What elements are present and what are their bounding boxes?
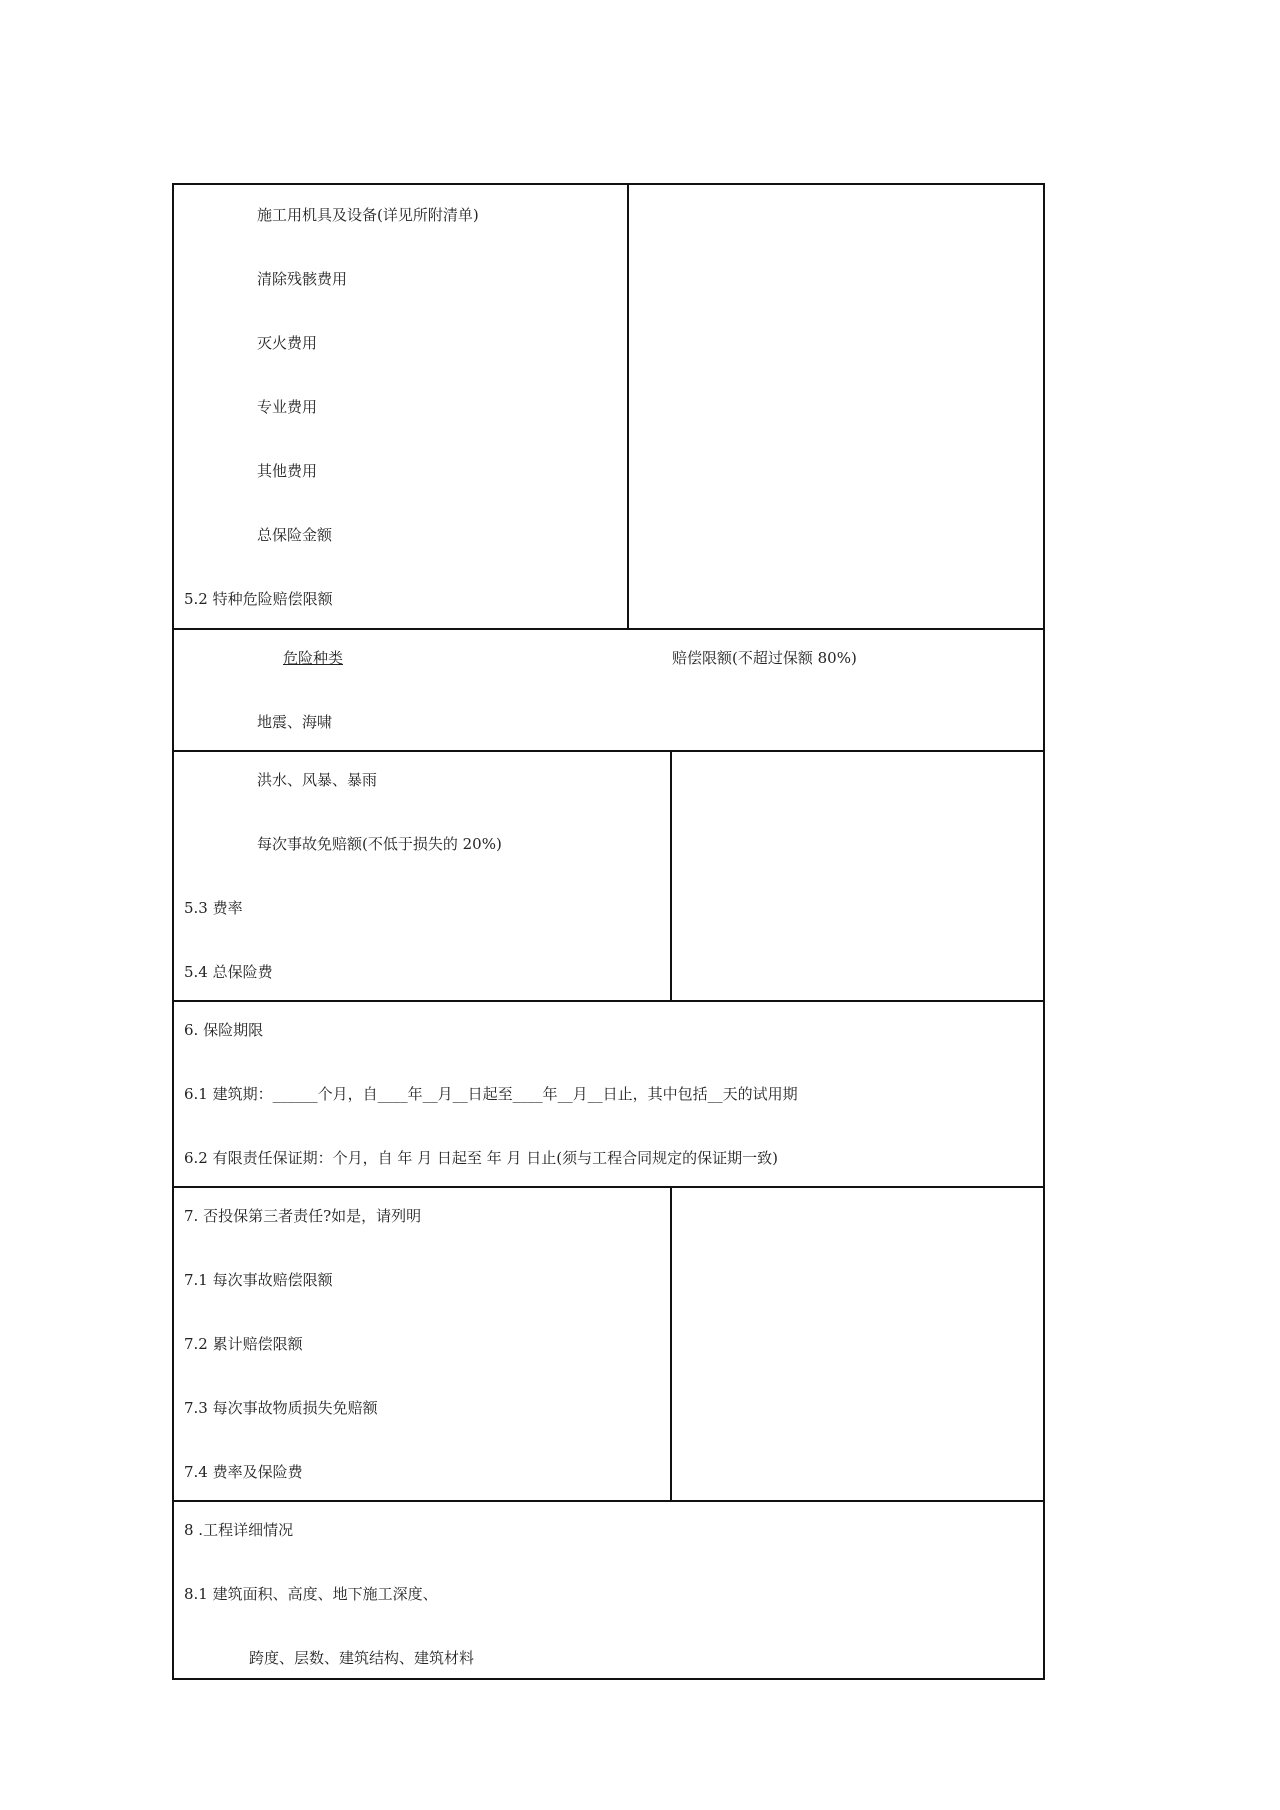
rate-label: 5.3 费率	[184, 899, 243, 917]
row-divider	[174, 750, 1043, 752]
column-divider	[627, 185, 629, 628]
row-divider	[174, 1000, 1043, 1002]
warranty-period-line: 6.2 有限责任保证期：个月，自 年 月 日起至 年 月 日止(须与工程合同规定的保证期一致)	[184, 1149, 778, 1167]
project-details-heading: 8 .工程详细情况	[184, 1521, 294, 1539]
building-area-line: 8.1 建筑面积、高度、地下施工深度、	[184, 1585, 438, 1603]
row-divider	[174, 1186, 1043, 1188]
firefighting-cost-label: 灭火费用	[257, 334, 318, 352]
debris-removal-label: 清除残骸费用	[257, 270, 348, 288]
risk-earthquake-label: 地震、海啸	[257, 713, 333, 731]
third-party-liability-heading: 7. 否投保第三者责任?如是，请列明	[184, 1207, 422, 1225]
construction-period-line: 6.1 建筑期：______个月，自____年__月__日起至____年__月__日止，其中包括__天的试用期	[184, 1085, 798, 1103]
risk-flood-label: 洪水、风暴、暴雨	[257, 771, 378, 789]
equipment-item-label: 施工用机具及设备(详见所附清单)	[257, 206, 479, 224]
per-accident-limit-label: 7.1 每次事故赔偿限额	[184, 1271, 333, 1289]
rate-and-premium-label: 7.4 费率及保险费	[184, 1463, 303, 1481]
column-divider	[670, 1186, 672, 1500]
row-divider	[174, 1500, 1043, 1502]
professional-fee-label: 专业费用	[257, 398, 318, 416]
total-sum-insured-label: 总保险金额	[257, 526, 333, 544]
application-form-table	[172, 183, 1045, 1680]
special-risk-limit-heading: 5.2 特种危险赔偿限额	[184, 590, 333, 608]
total-premium-label: 5.4 总保险费	[184, 963, 273, 981]
property-deductible-label: 7.3 每次事故物质损失免赔额	[184, 1399, 378, 1417]
limit-column-header: 赔偿限额(不超过保额 80%)	[672, 649, 857, 667]
row-divider	[174, 628, 1043, 630]
aggregate-limit-label: 7.2 累计赔偿限额	[184, 1335, 303, 1353]
risk-type-column-header: 危险种类	[283, 649, 344, 667]
deductible-label: 每次事故免赔额(不低于损失的 20%)	[257, 835, 502, 853]
column-divider	[670, 750, 672, 1000]
insurance-period-heading: 6. 保险期限	[184, 1021, 264, 1039]
building-structure-line: 跨度、层数、建筑结构、建筑材料	[249, 1649, 475, 1667]
other-cost-label: 其他费用	[257, 462, 318, 480]
